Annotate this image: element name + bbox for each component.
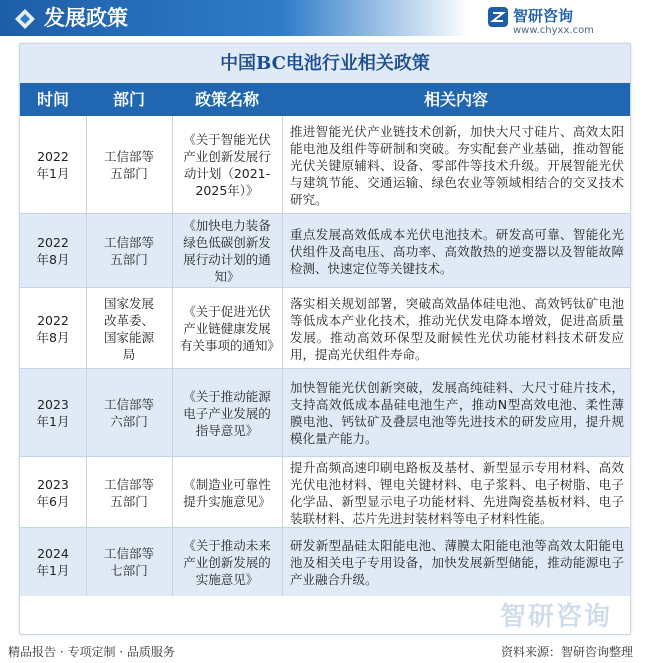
cell-dept	[86, 457, 172, 528]
table-row	[20, 116, 630, 214]
table-row	[20, 528, 630, 596]
column-divider	[86, 116, 87, 214]
footer-source: 资料来源：智研咨询整理	[500, 645, 633, 659]
column-divider	[86, 369, 87, 457]
cell-time	[20, 288, 86, 369]
column-divider	[86, 214, 87, 288]
cell-name	[172, 457, 282, 528]
column-divider	[172, 369, 173, 457]
column-divider	[282, 116, 283, 214]
cell-name	[172, 214, 282, 288]
table-row	[20, 457, 630, 528]
cell-desc	[282, 116, 630, 214]
cell-text: 《加快电力装备绿色低碳创新发展行动计划的通知》	[183, 218, 271, 284]
column-divider	[86, 528, 87, 596]
brand	[483, 4, 633, 40]
cell-time	[20, 214, 86, 288]
cell-text: 工信部等 五部门	[103, 476, 154, 509]
cell-text: 工信部等 五部门	[103, 149, 154, 181]
column-divider	[86, 288, 87, 369]
cell-desc	[282, 528, 630, 596]
cell-desc	[282, 288, 630, 369]
column-divider	[172, 116, 173, 214]
cell-text: 《关于推动能源电子产业发展的指导意见》	[183, 388, 271, 438]
footer	[0, 641, 645, 663]
cell-text: 工信部等 六部门	[103, 397, 154, 429]
table-row	[20, 214, 630, 288]
column-divider	[282, 288, 283, 369]
cell-text: 工信部等 五部门	[103, 235, 154, 267]
cell-text: 推进智能光伏产业链技术创新，加快大尺寸硅片、高效太阳能电池及组件等研制和突破。夯实配套产业基础，推动智能光伏关键原辅料、设备、零部件等技术升级。开展智能光伏与建筑节能、交通运输、绿色农业等领域相结合的交叉技术研究。	[290, 123, 624, 207]
cell-desc	[282, 457, 630, 528]
cell-dept	[86, 528, 172, 596]
cell-name	[172, 116, 282, 214]
cell-desc	[282, 369, 630, 457]
zhiyan-logo-icon	[487, 6, 509, 28]
brand-name: 智研咨询	[513, 7, 574, 25]
cell-text: 加快智能光伏创新突破，发展高纯硅料、大尺寸硅片技术，支持高效低成本晶硅电池生产，推动N型高效电池、柔性薄膜电池、钙钛矿及叠层电池等先进技术的研发应用，提升规模化量产能力。	[290, 380, 624, 446]
section-header	[0, 0, 645, 44]
cell-text: 《关于促进光伏产业链健康发展有关事项的通知》	[180, 304, 281, 353]
column-divider	[282, 528, 283, 596]
cell-dept	[86, 369, 172, 457]
column-header-dept: 部门	[112, 90, 145, 109]
cell-dept	[86, 116, 172, 214]
column-divider	[172, 528, 173, 596]
policy-table	[19, 43, 631, 635]
column-divider	[172, 288, 173, 369]
footer-slogan: 精品报告 · 专项定制 · 品质服务	[8, 645, 175, 659]
cell-time	[20, 457, 86, 528]
brand-url: www.chyxx.com	[513, 25, 594, 36]
cell-text: 提升高频高速印刷电路板及基材、新型显示专用材料、高效光伏电池材料、锂电关键材料、电子浆料、电子树脂、电子化学品、新型显示电子功能材料、先进陶瓷基板材料、电子装联材料、芯片先进封装材料等电子材料性能。	[290, 459, 624, 526]
cell-time	[20, 116, 86, 214]
column-divider	[172, 214, 173, 288]
diamond-icon	[14, 8, 36, 30]
column-header-policy: 政策名称	[194, 90, 259, 109]
column-divider	[172, 457, 173, 528]
cell-text: 2023 年1月	[36, 397, 70, 429]
cell-text: 《制造业可靠性提升实施意见》	[183, 476, 271, 509]
cell-name	[172, 288, 282, 369]
header-bar	[0, 0, 470, 36]
cell-text: 2022 年1月	[36, 149, 70, 181]
column-divider	[282, 457, 283, 528]
column-divider	[282, 369, 283, 457]
column-header-content: 相关内容	[423, 90, 488, 109]
column-divider	[86, 457, 87, 528]
cell-text: 国家发展 改革委、 国家能源 局	[103, 295, 154, 362]
cell-desc	[282, 214, 630, 288]
cell-dept	[86, 214, 172, 288]
cell-name	[172, 369, 282, 457]
column-divider	[282, 214, 283, 288]
cell-text: 2022 年8月	[36, 235, 70, 267]
cell-name	[172, 528, 282, 596]
cell-text: 《关于推动未来产业创新发展的实施意见》	[183, 537, 271, 587]
cell-text: 研发新型晶硅太阳能电池、薄膜太阳能电池等高效太阳能电池及相关电子专用设备，加快发展新型储能，推动能源电子产业融合升级。	[290, 537, 624, 587]
table-row	[20, 369, 630, 457]
cell-text: 落实相关规划部署，突破高效晶体硅电池、高效钙钛矿电池等低成本产业化技术，推动光伏发电降本增效，促进高质量发展。推动高效环保型及耐候性光伏功能材料技术研发应用，提高光伏组件寿命。	[290, 295, 624, 362]
table-header	[20, 83, 630, 116]
cell-text: 2023 年6月	[36, 476, 70, 509]
cell-time	[20, 369, 86, 457]
section-title: 发展政策	[44, 6, 128, 30]
table-row	[20, 288, 630, 369]
cell-text: 2022 年8月	[36, 312, 70, 345]
cell-text: 工信部等 七部门	[103, 546, 154, 578]
cell-text: 2024 年1月	[36, 546, 70, 578]
table-title: 中国BC电池行业相关政策	[20, 44, 630, 83]
cell-dept	[86, 288, 172, 369]
cell-text: 重点发展高效低成本光伏电池技术。研发高可靠、智能化光伏组件及高电压、高功率、高效散热的逆变器以及智能故障检测、快速定位等关键技术。	[290, 226, 624, 276]
cell-time	[20, 528, 86, 596]
cell-text: 《关于智能光伏产业创新发展行动计划（2021-2025年）》	[183, 132, 271, 198]
column-header-time: 时间	[36, 90, 69, 109]
watermark: 智研咨询	[500, 602, 613, 632]
